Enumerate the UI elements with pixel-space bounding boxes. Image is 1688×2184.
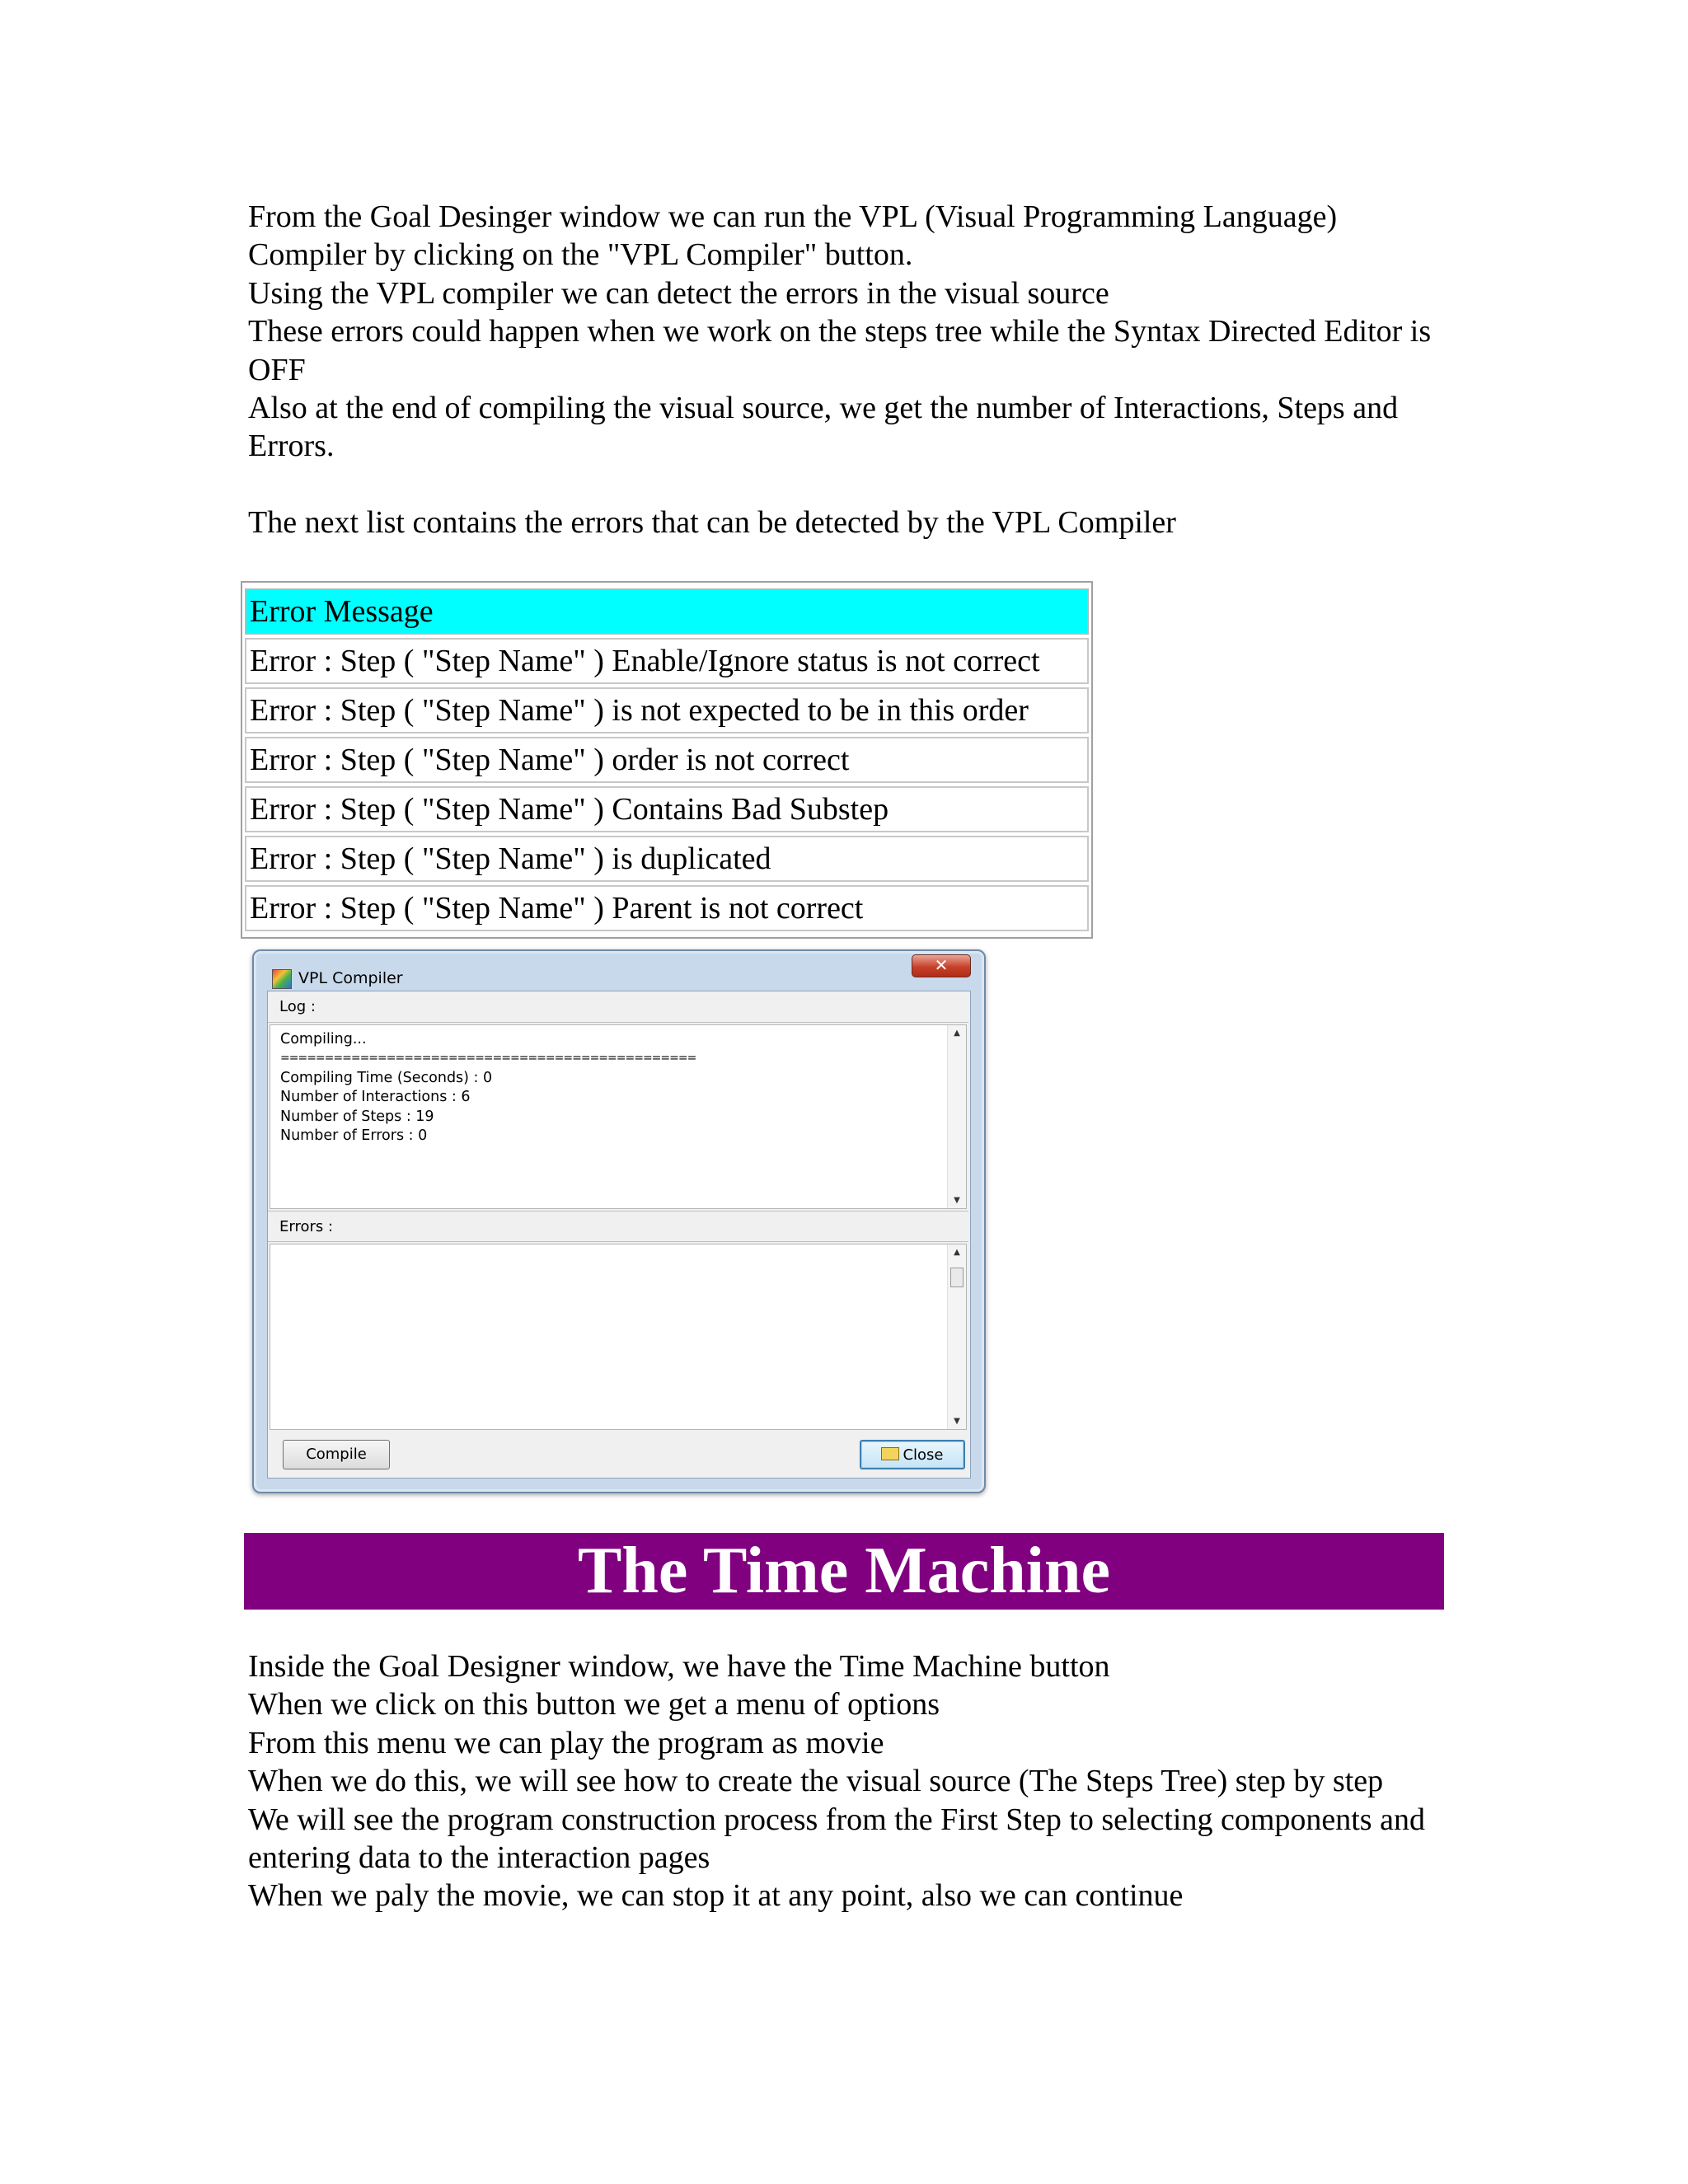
- time-machine-line: When we click on this button we get a menu of options: [248, 1687, 940, 1722]
- dialog-title: VPL Compiler: [298, 969, 403, 987]
- error-row: Error : Step ( "Step Name" ) is not expected to be in this order: [245, 687, 1089, 733]
- time-machine-line: When we do this, we will see how to create the visual source (The Steps Tree) step by step: [248, 1764, 1384, 1799]
- scroll-down-icon[interactable]: ▼: [954, 1417, 960, 1426]
- list-intro: The next list contains the errors that can be detected by the VPL Compiler: [248, 504, 1176, 540]
- time-machine-paragraph: [248, 1647, 1460, 1915]
- intro-line: Also at the end of compiling the visual source, we get the number of Interactions, Steps and Errors.: [248, 391, 1399, 464]
- intro-paragraph: [248, 198, 1460, 541]
- log-line: Number of Errors : 0: [280, 1127, 428, 1145]
- scroll-thumb[interactable]: [950, 1268, 964, 1287]
- scroll-down-icon[interactable]: ▼: [954, 1196, 960, 1205]
- section-banner: The Time Machine: [244, 1533, 1444, 1610]
- log-label: Log :: [268, 991, 968, 1023]
- intro-line: From the Goal Desinger window we can run the VPL (Visual Programming Language) Compiler by clicking on the "VPL Compiler" button.: [248, 199, 1338, 273]
- compile-button[interactable]: Compile: [283, 1440, 390, 1469]
- log-line: Compiling...: [280, 1031, 367, 1047]
- dialog-titlebar[interactable]: [262, 955, 976, 991]
- log-textarea[interactable]: [270, 1024, 967, 1209]
- blank-line: [248, 466, 1460, 504]
- error-row: Error : Step ( "Step Name" ) Enable/Ignore status is not correct: [245, 638, 1089, 684]
- time-machine-line: Inside the Goal Designer window, we have the Time Machine button: [248, 1649, 1110, 1684]
- log-line: Number of Interactions : 6: [280, 1089, 471, 1106]
- app-icon: [272, 969, 292, 989]
- scroll-up-icon[interactable]: ▲: [954, 1029, 960, 1038]
- vpl-compiler-dialog: [252, 949, 986, 1493]
- log-scrollbar[interactable]: [947, 1025, 966, 1208]
- intro-line: Using the VPL compiler we can detect the errors in the visual source: [248, 275, 1109, 311]
- errors-scrollbar[interactable]: [947, 1244, 966, 1429]
- folder-icon: [881, 1447, 899, 1460]
- log-separator: ===============================================: [280, 1052, 696, 1066]
- error-row: Error : Step ( "Step Name" ) order is not correct: [245, 737, 1089, 783]
- time-machine-line: When we paly the movie, we can stop it at any point, also we can continue: [248, 1878, 1184, 1914]
- scroll-up-icon[interactable]: ▲: [954, 1248, 960, 1257]
- dialog-client-area: [267, 991, 971, 1479]
- close-button[interactable]: [860, 1440, 965, 1469]
- errors-textarea[interactable]: [270, 1244, 967, 1430]
- error-row: Error : Step ( "Step Name" ) Parent is not correct: [245, 885, 1089, 931]
- error-message-table: [241, 581, 1093, 939]
- window-close-button[interactable]: ✕: [912, 954, 971, 977]
- error-row: Error : Step ( "Step Name" ) Contains Bad Substep: [245, 786, 1089, 832]
- time-machine-line: From this menu we can play the program as movie: [248, 1725, 884, 1760]
- log-line: Number of Steps : 19: [280, 1108, 434, 1125]
- errors-label: Errors :: [268, 1211, 968, 1242]
- error-table-header: Error Message: [245, 588, 1089, 635]
- intro-line: These errors could happen when we work on the steps tree while the Syntax Directed Editor is OFF: [248, 314, 1432, 387]
- time-machine-line: We will see the program construction process from the First Step to selecting components and entering data to the interaction pages: [248, 1802, 1425, 1876]
- log-line: Compiling Time (Seconds) : 0: [280, 1069, 493, 1086]
- close-button-label: Close: [903, 1446, 944, 1464]
- error-row: Error : Step ( "Step Name" ) is duplicated: [245, 836, 1089, 882]
